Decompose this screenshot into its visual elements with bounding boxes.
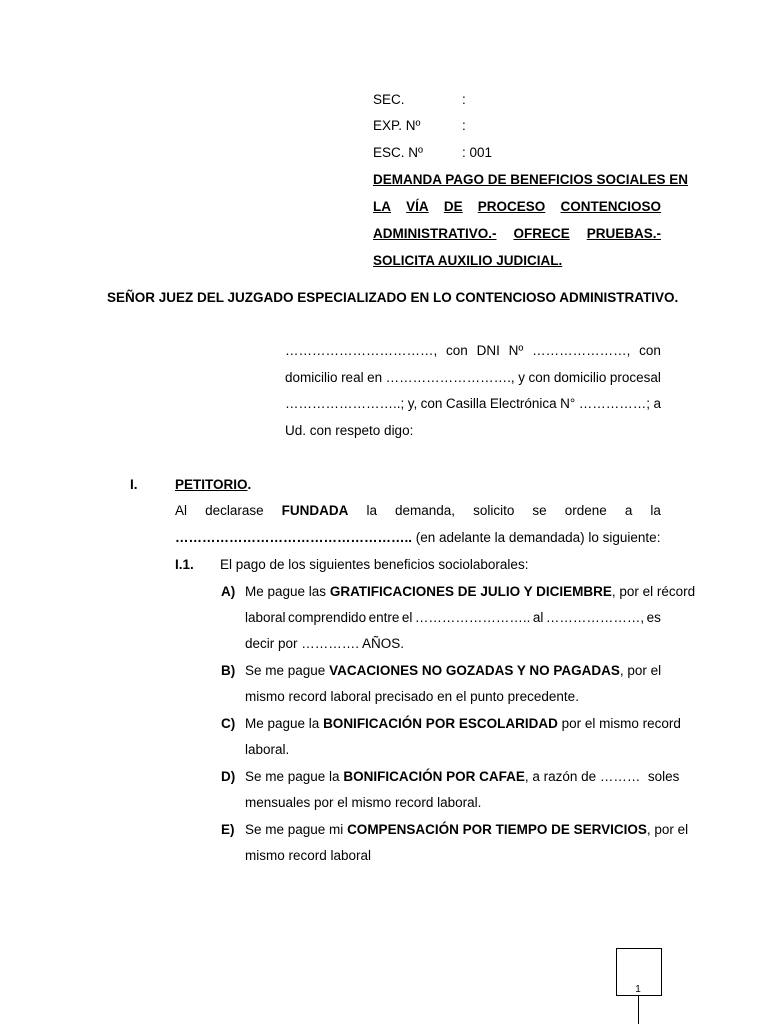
item-text: Me pague la <box>245 716 324 731</box>
defendant-placeholder: …………………………………………….. <box>175 530 413 545</box>
intro-word: con <box>446 343 468 358</box>
item-c-bold: BONIFICACIÓN POR ESCOLARIDAD <box>323 716 558 731</box>
item-word: al <box>532 610 544 625</box>
intro-line-1 <box>285 338 661 364</box>
sumilla-line-1 <box>373 167 689 193</box>
petitorio-line-2 <box>175 525 660 551</box>
intro-word: Casilla <box>445 396 487 411</box>
intro-word: ………………………., <box>385 370 515 385</box>
item-text: , por el <box>619 663 662 678</box>
item-word: …………………….. <box>414 610 531 625</box>
sec-label: SEC. <box>373 92 405 107</box>
sec-value: : <box>462 92 466 107</box>
item-e-bold: COMPENSACIÓN POR TIEMPO DE SERVICIOS <box>347 822 647 837</box>
petitorio-word: demanda, <box>395 503 456 518</box>
exp-value: : <box>462 118 466 133</box>
intro-word: ……………; <box>578 396 650 411</box>
sumilla-word: OFRECE <box>513 226 570 241</box>
item-text: , a razón de ……… soles <box>524 769 680 784</box>
intro-line-2 <box>285 365 661 391</box>
section-number: I. <box>130 477 138 492</box>
item-e-letter: E) <box>221 822 235 837</box>
item-d-line-2: mensuales por el mismo record laboral. <box>245 795 482 810</box>
item-c-line-1 <box>245 711 681 737</box>
intro-word: ……………………………, <box>285 343 438 358</box>
item-word: …………………, <box>545 610 645 625</box>
header-esc <box>373 140 492 166</box>
item-d-line-1 <box>245 764 680 790</box>
intro-word: procesal <box>609 370 661 385</box>
item-word: laboral <box>245 610 286 625</box>
item-e-line-2: mismo record laboral <box>245 848 372 863</box>
section-title-text: PETITORIO <box>175 477 248 492</box>
sumilla-word: PRUEBAS.- <box>586 226 661 241</box>
item-text: por el mismo record <box>557 716 681 731</box>
item-c-letter: C) <box>221 716 236 731</box>
section-title-dot: . <box>247 477 252 492</box>
sumilla-word: PROCESO <box>477 199 546 214</box>
item-d-bold: BONIFICACIÓN POR CAFAE <box>343 769 525 784</box>
sumilla-word: DEMANDA PAGO DE BENEFICIOS SOCIALES EN <box>373 172 689 187</box>
intro-word: a <box>653 396 661 411</box>
intro-word: domicilio <box>553 370 607 385</box>
sumilla-word: VÍA <box>406 199 429 214</box>
item-text: Se me pague la <box>245 769 344 784</box>
sumilla-word: CONTENCIOSO <box>560 199 661 214</box>
item-text: Se me pague <box>245 663 330 678</box>
item-b-line-2: mismo record laboral precisado en el punto precedente. <box>245 689 579 704</box>
intro-word: en <box>367 370 383 385</box>
item-word: comprendido <box>288 610 367 625</box>
intro-word: y <box>518 370 525 385</box>
item-a-text <box>245 579 695 605</box>
header-sec <box>373 87 466 113</box>
subsection-number: I.1. <box>175 557 194 572</box>
intro-word: N° <box>560 396 576 411</box>
header-exp <box>373 113 466 139</box>
sumilla-line-3 <box>373 221 661 247</box>
petitorio-word: a <box>624 503 633 518</box>
item-word: es <box>646 610 661 625</box>
item-a-line-3: decir por …………. AÑOS. <box>245 636 405 651</box>
item-c-line-2: laboral. <box>245 742 290 757</box>
petitorio-line-1 <box>175 498 661 524</box>
intro-word: con <box>639 343 661 358</box>
petitorio-word: la <box>366 503 377 518</box>
intro-word: ……………………..; <box>285 396 405 411</box>
intro-word: Electrónica <box>489 396 557 411</box>
sumilla-word: LA <box>373 199 391 214</box>
item-a-bold: GRATIFICACIONES DE JULIO Y DICIEMBRE <box>329 584 612 599</box>
item-a-letter: A) <box>221 584 236 599</box>
petitorio-word: Al <box>175 503 188 518</box>
sumilla-word: DE <box>443 199 463 214</box>
section-title <box>175 472 251 498</box>
sumilla-word: ADMINISTRATIVO.- <box>373 226 497 241</box>
esc-value: : 001 <box>462 145 493 160</box>
petitorio-word: se <box>532 503 547 518</box>
intro-word: …………………, <box>532 343 631 358</box>
intro-word: real <box>341 370 364 385</box>
item-word: el <box>401 610 413 625</box>
item-b-bold: VACACIONES NO GOZADAS Y NO PAGADAS <box>329 663 620 678</box>
petitorio-word: solicito <box>473 503 515 518</box>
item-text: Me pague las <box>245 584 330 599</box>
item-word: entre <box>368 610 400 625</box>
item-text: Se me pague mi <box>245 822 348 837</box>
item-b-line-1 <box>245 658 661 684</box>
intro-word: Nº <box>508 343 524 358</box>
item-text: , por el récord <box>611 584 696 599</box>
petitorio-word: la <box>650 503 661 518</box>
page-number: 1 <box>635 984 641 995</box>
petitorio-word: ordene <box>564 503 607 518</box>
intro-word: domicilio <box>285 370 338 385</box>
item-d-letter: D) <box>221 769 236 784</box>
intro-line-3 <box>285 391 661 417</box>
esc-label: ESC. Nº <box>373 145 423 160</box>
item-a-line-1 <box>245 579 696 605</box>
item-e-line-1 <box>245 817 689 843</box>
page-number-divider <box>638 995 639 1024</box>
intro-word: y, <box>407 396 418 411</box>
intro-word: DNI <box>476 343 500 358</box>
item-a-line-2 <box>245 605 661 631</box>
petitorio-word-fundada: FUNDADA <box>281 503 349 518</box>
exp-label: EXP. Nº <box>373 118 421 133</box>
intro-word: con <box>528 370 551 385</box>
sumilla-line-4: SOLICITA AUXILIO JUDICIAL. <box>373 253 563 268</box>
subsection-text: El pago de los siguientes beneficios sociolaborales: <box>220 557 529 572</box>
petitorio-word: declarase <box>205 503 264 518</box>
intro-line-4: Ud. con respeto digo: <box>285 423 414 438</box>
sumilla-line-2 <box>373 194 661 220</box>
intro-word: con <box>420 396 443 411</box>
item-b-letter: B) <box>221 663 236 678</box>
item-text: , por el <box>646 822 689 837</box>
petitorio-line-2-rest: (en adelante la demandada) lo siguiente: <box>412 530 661 545</box>
addressee: SEÑOR JUEZ DEL JUZGADO ESPECIALIZADO EN LO CONTENCIOSO ADMINISTRATIVO. <box>107 290 679 305</box>
